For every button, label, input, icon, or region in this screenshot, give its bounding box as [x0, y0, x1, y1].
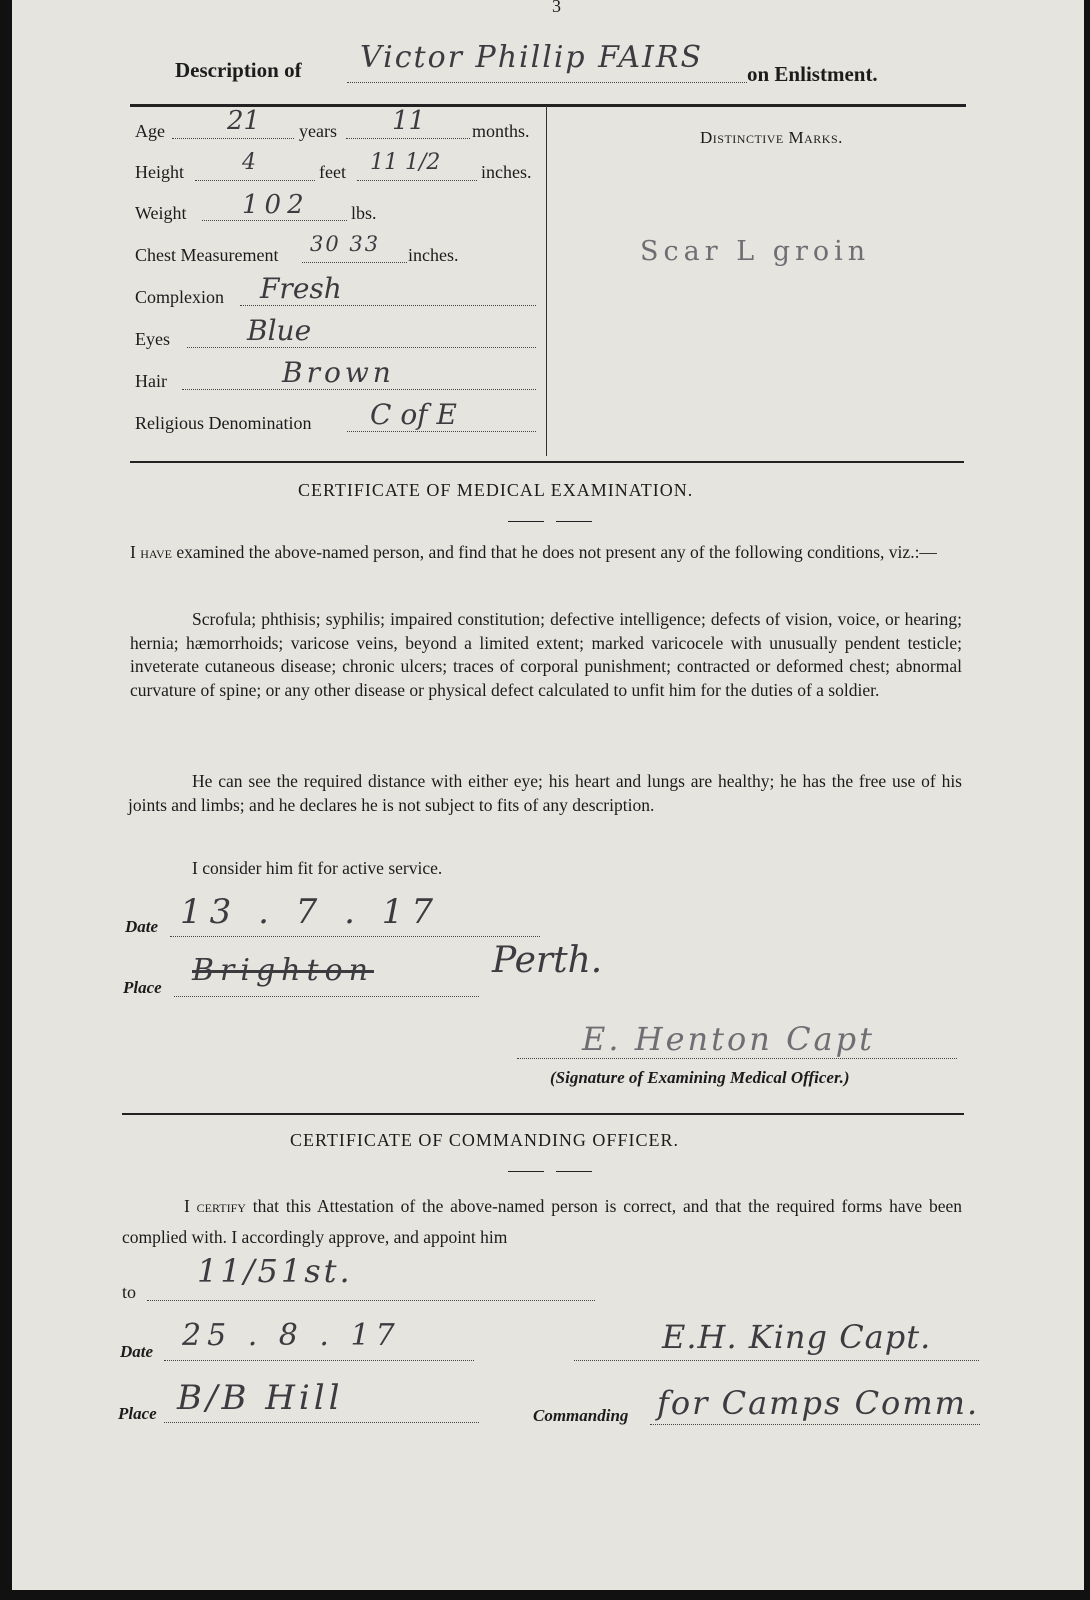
column-divider [546, 106, 547, 456]
section-rule-2 [122, 1113, 964, 1115]
commanding-date-value: 25 . 8 . 17 [182, 1318, 401, 1353]
commanding-para-text: that this Attestation of the above-named person is correct, and that the required forms have been complied with. I accordingly approve, and appoint him [122, 1196, 962, 1247]
inches-label: inches. [481, 162, 532, 182]
commanding-line [650, 1424, 980, 1425]
medical-para1-text: examined the above-named person, and find that he does not present any of the following conditions, viz.:— [176, 542, 937, 562]
height-feet: 4 [242, 150, 256, 175]
commanding-signature: E.H. King Capt. [662, 1318, 932, 1356]
commanding-title-dash-1 [508, 1171, 544, 1172]
commanding-to-line [147, 1300, 595, 1301]
months-label: months. [472, 121, 530, 141]
attestation-page [12, 0, 1084, 1590]
height-feet-line [195, 180, 315, 181]
header-name-line [347, 82, 747, 83]
commanding-title: CERTIFICATE OF COMMANDING OFFICER. [290, 1130, 679, 1150]
commanding-place-line [164, 1422, 479, 1423]
lbs-label: lbs. [351, 203, 377, 223]
feet-label: feet [319, 162, 346, 182]
height-inches: 11 1/2 [370, 150, 441, 175]
commanding-label: Commanding [533, 1406, 629, 1425]
header-prefix: Description of [175, 58, 302, 82]
hair-label: Hair [135, 371, 167, 391]
commanding-place-label: Place [118, 1404, 157, 1423]
hair-line [182, 389, 536, 390]
weight-label: Weight [135, 203, 187, 223]
medical-paragraph-1 [130, 541, 962, 565]
religion-label: Religious Denomination [135, 413, 312, 433]
distinctive-marks-label: Distinctive Marks. [700, 128, 843, 147]
commanding-to-value: 11/51st. [197, 1252, 353, 1290]
medical-para1-lead: I have [130, 542, 172, 562]
medical-paragraph-4: I consider him fit for active service. [192, 858, 443, 878]
age-months-line [346, 138, 470, 139]
eyes-line [187, 347, 536, 348]
commanding-to-label: to [122, 1282, 137, 1302]
weight-value: 102 [242, 190, 310, 220]
chest-line [302, 262, 407, 263]
header-suffix: on Enlistment. [747, 62, 878, 86]
age-months: 11 [392, 106, 426, 136]
complexion-line [240, 305, 536, 306]
commanding-place-value: B/B Hill [177, 1378, 344, 1418]
medical-date-value: 13 . 7 . 17 [180, 892, 442, 932]
complexion-label: Complexion [135, 287, 224, 307]
years-label: years [299, 121, 337, 141]
medical-paragraph-2: Scrofula; phthisis; syphilis; impaired constitution; defective intelligence; defects of vision, voice, or hearing; hernia; hæmorrhoids; varicose veins, beyond a limited extent; marked varicocele with unusually pendent testicle; inveterate cutaneous disease; chronic ulcers; traces of corporal punishment; contracted or deformed chest; abnormal curvature of spine; or any other disease or physical defect calculated to unfit him for the duties of a soldier. [130, 609, 962, 700]
medical-title: CERTIFICATE OF MEDICAL EXAMINATION. [298, 480, 694, 500]
age-years: 21 [227, 106, 261, 136]
eyes-label: Eyes [135, 329, 170, 349]
medical-signature: E. Henton Capt [582, 1020, 875, 1058]
medical-paragraph-3: He can see the required distance with either eye; his heart and lungs are healthy; he has the free use of his joints and limbs; and he declares he is not subject to fits of any description. [128, 771, 962, 815]
medical-place-label: Place [123, 978, 162, 997]
header-name: Victor Phillip FAIRS [360, 40, 704, 75]
age-years-line [172, 138, 294, 139]
complexion-value: Fresh [260, 272, 342, 305]
commanding-para-lead: I certify [184, 1196, 246, 1216]
page-number: 3 [552, 0, 561, 16]
medical-title-dash-1 [508, 521, 544, 522]
commanding-signature-line [574, 1360, 979, 1361]
medical-title-dash-2 [556, 521, 592, 522]
chest-label: Chest Measurement [135, 245, 279, 265]
commanding-date-label: Date [120, 1342, 154, 1361]
medical-date-label: Date [125, 917, 159, 936]
medical-date-line [170, 936, 540, 937]
age-label: Age [135, 121, 165, 141]
commanding-date-line [164, 1360, 474, 1361]
section-rule-1 [130, 461, 964, 463]
religion-value: C of E [370, 398, 457, 431]
religion-line [347, 431, 536, 432]
commanding-value: for Camps Comm. [657, 1384, 980, 1422]
distinctive-marks-value: Scar L groin [640, 236, 871, 267]
chest-inches-label: inches. [408, 245, 459, 265]
height-inches-line [357, 180, 477, 181]
medical-signature-caption: (Signature of Examining Medical Officer.) [550, 1068, 850, 1087]
medical-place-value: Perth. [492, 940, 603, 981]
commanding-paragraph [122, 1191, 962, 1253]
hair-value: Brown [282, 356, 395, 389]
chest-value: 30 33 [310, 232, 381, 256]
weight-line [202, 220, 347, 221]
eyes-value: Blue [247, 314, 312, 347]
medical-place-line [174, 996, 479, 997]
height-label: Height [135, 162, 184, 182]
commanding-title-dash-2 [556, 1171, 592, 1172]
medical-place-struck: Brighton [192, 953, 374, 988]
medical-signature-line [517, 1058, 957, 1059]
